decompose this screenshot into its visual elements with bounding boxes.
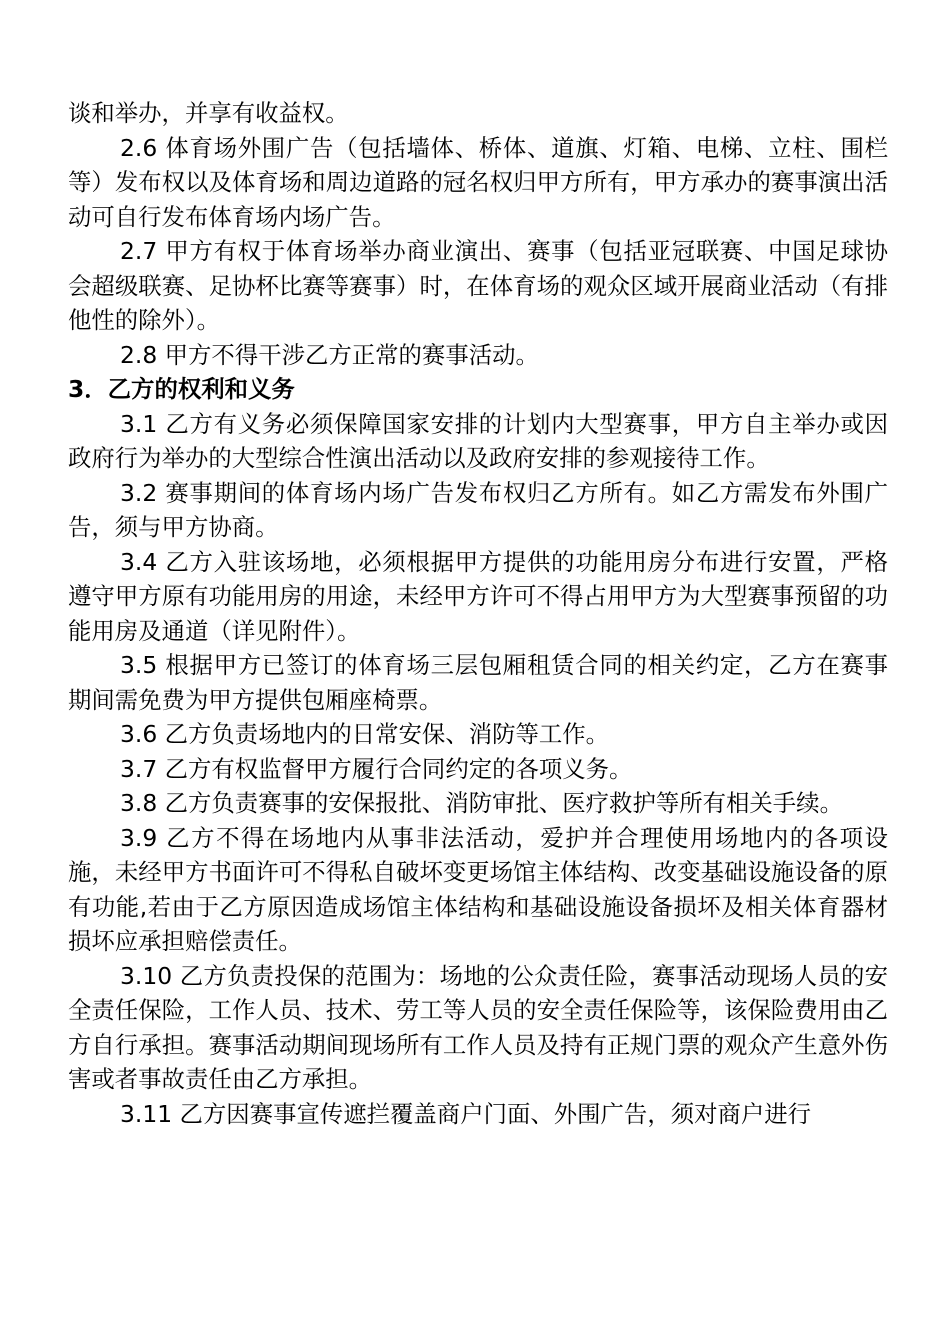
paragraph-2-6: 2.6 体育场外围广告（包括墙体、桥体、道旗、灯箱、电梯、立柱、围栏等）发布权以及体育场和周边道路的冠名权归甲方所有，甲方承办的赛事演出活动可自行发布体育场内场广告。 — [68, 133, 888, 231]
paragraph-3-7: 3.7 乙方有权监督甲方履行合同约定的各项义务。 — [120, 754, 633, 783]
paragraph-3-8: 3.8 乙方负责赛事的安保报批、消防审批、医疗救护等所有相关手续。 — [120, 789, 843, 817]
paragraph-3-9: 3.9 乙方不得在场地内从事非法活动，爱护并合理使用场地内的各项设施，未经甲方书面许可不得私自破坏变更场馆主体结构、改变基础设施设备的原有功能,若由于乙方原因造成场馆主体结构和基础设施设备损坏及相关体育器材损坏应承担赔偿责任。 — [68, 823, 888, 955]
section-heading-3: 3．乙方的权利和义务 — [68, 375, 295, 403]
paragraph-3-11: 3.11 乙方因赛事宣传遮拦覆盖商户门面、外围广告，须对商户进行 — [120, 1099, 812, 1128]
paragraph-continuation: 谈和举办，并享有收益权。 — [68, 99, 349, 127]
paragraph-3-4: 3.4 乙方入驻该场地，必须根据甲方提供的功能用房分布进行安置，严格遵守甲方原有功能用房的用途，未经甲方许可不得占用甲方为大型赛事预留的功能用房及通道（详见附件）。 — [68, 547, 888, 645]
paragraph-3-2: 3.2 赛事期间的体育场内场广告发布权归乙方所有。如乙方需发布外围广告，须与甲方协商。 — [68, 478, 888, 541]
paragraph-2-7: 2.7 甲方有权于体育场举办商业演出、赛事（包括亚冠联赛、中国足球协会超级联赛、足协杯比赛等赛事）时，在体育场的观众区域开展商业活动（有排他性的除外）。 — [68, 237, 888, 334]
paragraph-3-10: 3.10 乙方负责投保的范围为：场地的公众责任险，赛事活动现场人员的安全责任保险，工作人员、技术、劳工等人员的安全责任保险等，该保险费用由乙方自行承担。赛事活动期间现场所有工作人员及持有正规门票的观众产生意外伤害或者事故责任由乙方承担。 — [68, 961, 888, 1093]
paragraph-3-1: 3.1 乙方有义务必须保障国家安排的计划内大型赛事，甲方自主举办或因政府行为举办的大型综合性演出活动以及政府安排的参观接待工作。 — [68, 409, 888, 472]
document-page — [68, 96, 888, 1131]
paragraph-3-5: 3.5 根据甲方已签订的体育场三层包厢租赁合同的相关约定，乙方在赛事期间需免费为甲方提供包厢座椅票。 — [68, 651, 888, 714]
paragraph-3-6: 3.6 乙方负责场地内的日常安保、消防等工作。 — [120, 720, 610, 748]
paragraph-2-8: 2.8 甲方不得干涉乙方正常的赛事活动。 — [120, 340, 539, 369]
